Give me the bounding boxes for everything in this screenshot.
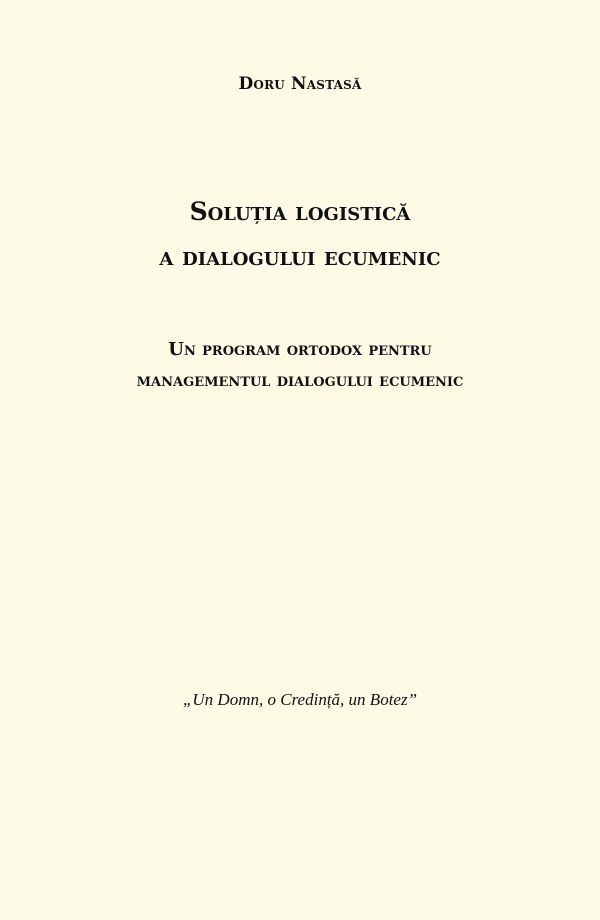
motto: „Un Domn, o Credință, un Botez” [182, 690, 418, 709]
subtitle-line-2: managementul dialogului ecumenic [136, 370, 464, 391]
title-line-2: a dialogului ecumenic [159, 242, 441, 271]
title-line-1: Soluția logistică [189, 197, 411, 226]
author-name: Doru Nastasă [238, 74, 362, 94]
subtitle-line-1: Un program ortodox pentru [168, 339, 432, 360]
